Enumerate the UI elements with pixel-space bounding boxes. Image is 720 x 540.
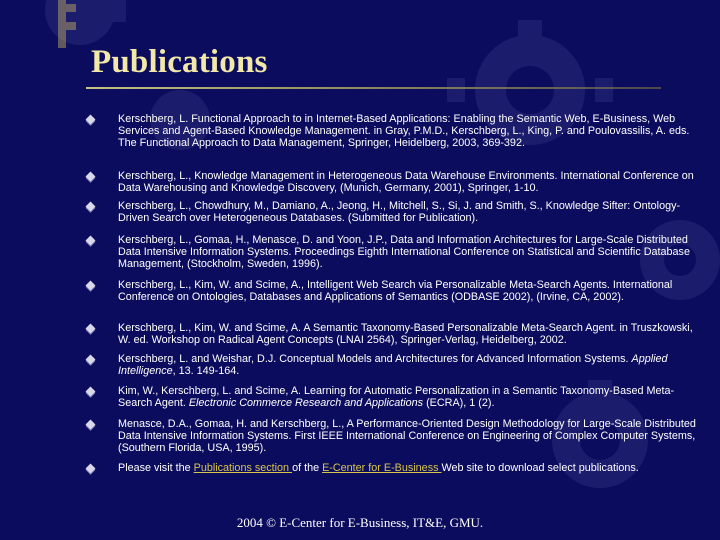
e-center-link[interactable]: E-Center for E-Business xyxy=(322,462,442,474)
publication-text: Kerschberg, L., Kim, W. and Scime, A. A Semantic Taxonomy-Based Personalizable Meta-Search Agent. in Truszkowski, W. ed. Workshop on Radical Agent Concepts (LNAI 2564), Springer-Verlag, Heidelberg, 2002. xyxy=(118,322,693,347)
publications-section-link[interactable]: Publications section xyxy=(193,462,293,474)
slide-footer: 2004 © E-Center for E-Business, IT&E, GMU. xyxy=(236,515,484,530)
title-underline-rule xyxy=(86,87,661,89)
publication-text: Kim, W., Kerschberg, L. and Scime, A. Learning for Automatic Personalization in a Semantic Taxonomy-Based Meta-Search Agent. Electronic Commerce Research and Applications (ECRA), 1 (2). xyxy=(118,385,675,410)
publication-text: Kerschberg, L. Functional Approach to in Internet-Based Applications: Enabling the Semantic Web, E-Business, Web Services and Agent-Based Knowledge Management. in Gray, P.M.D., Kerschberg, L., King, P. and Poulovassilis, A. eds. The Functional Approach to Data Management, Springer, Heidelberg, 2003, 369-392. xyxy=(118,113,690,150)
publication-text: Kerschberg, L., Gomaa, H., Menasce, D. and Yoon, J.P., Data and Information Architectures for Large-Scale Distributed Data Intensive Information Systems. Proceedings Eighth International Conference on Statistical and Scientific Database Management, (Stockholm, Sweden, 1996). xyxy=(118,234,690,271)
slide-title: Publications xyxy=(91,44,268,80)
publication-text: Kerschberg, L., Chowdhury, M., Damiano, A., Jeong, H., Mitchell, S., Si, J. and Smith, S., Knowledge Sifter: Ontology-Driven Search over Heterogeneous Databases. (Submitted for Publication). xyxy=(118,200,681,225)
publication-text: Menasce, D.A., Gomaa, H. and Kerschberg, L., A Performance-Oriented Design Methodology for Large-Scale Distributed Data Intensive Information Systems. First IEEE International Conference on Engineering of Complex Computer Systems, (Southern Florida, USA, 1995). xyxy=(118,418,696,455)
publication-text: Kerschberg, L., Kim, W. and Scime, A., Intelligent Web Search via Personalizable Meta-Search Agents. International Conference on Ontologies, Databases and Applications of Semantics (ODBASE 2002), (Irvine, CA, 2002). xyxy=(118,279,673,304)
publication-text: Kerschberg, L. and Weishar, D.J. Conceptual Models and Architectures for Advanced Information Systems. Applied Intelligence, 13. 149-164. xyxy=(118,353,668,378)
publication-text: Kerschberg, L., Knowledge Management in Heterogeneous Data Warehouse Environments. International Conference on Data Warehousing and Knowledge Discovery, (Munich, Germany, 2001), Springer, 1-10. xyxy=(118,170,694,195)
visit-text: Please visit the Publications section of the E-Center for E-Business Web site to download select publications. xyxy=(118,462,639,474)
